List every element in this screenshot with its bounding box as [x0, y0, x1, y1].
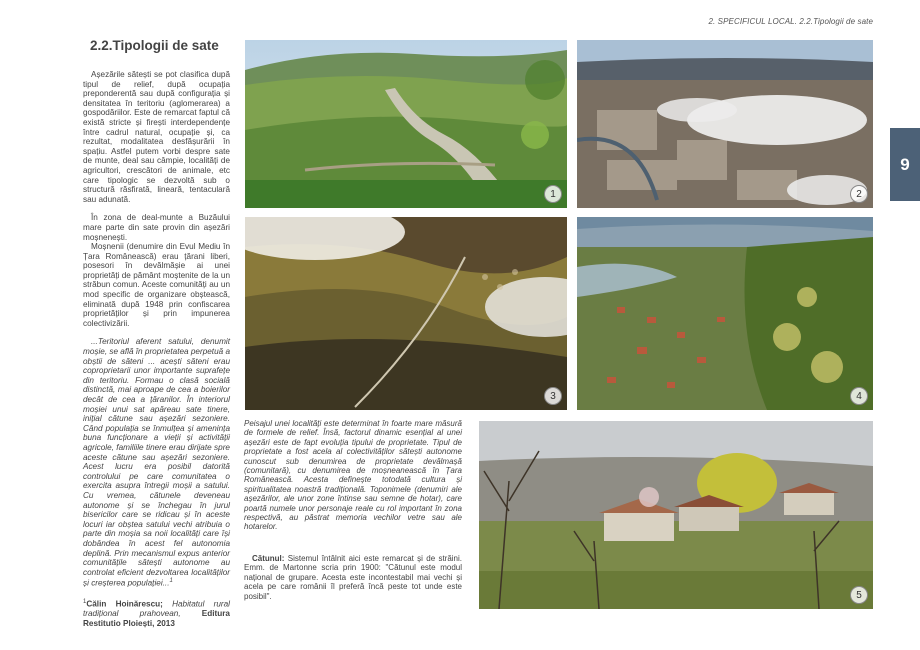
- page-number-tab: 9: [890, 128, 920, 201]
- photo-number-badge: 1: [544, 185, 562, 203]
- village-aerial-image: [577, 217, 873, 410]
- paragraph-buzau-zone: În zona de deal-munte a Buzăului mare parte din sate provin din așezări moșnenești.: [83, 213, 230, 242]
- photo-1-valley: [245, 40, 567, 208]
- photo-number-badge: 4: [850, 387, 868, 405]
- paragraph-settlement-classification: Așezările sătești se pot clasifica după tipul de relief, după ocupația preponderentă sau după configurația și densitatea în teritoriu (aglomerarea) a gospodăriilor. Este de remarcat faptul că există stricte și firești interdependențe între cadrul natural, ocupație și, ca rezultat, modalitatea desfășurării în spațiu. Astfel putem vorbi despre sate de munte, deal sau câmpie, localități de agricultori, crescători de animale, etc care tipologic se dezvoltă sub o structură răsfirată, lineară, tentaculară sau adunată.: [83, 70, 230, 204]
- quote-paragraph: ...Teritoriul aferent satului, denumit moșie, se află în proprietatea perpetuă a obștii de săteni ... acești săteni erau coproprietarii unor importante suprafețe din teritoriu. Formau o clasă socială distinctă, mai aproape de cea a boierilor decât de cea a țăranilor. În interiorul moșiei unui sat apăreau sate tinere, inițial cătune sau așezări sezoniere. Când populația se înmulțea și amenința buna funcționare a vieții și activității agricole, familiile tinere erau dirijate spre aceste cătune sau așezări sezoniere. Acest lucru era posibil datorită controlului pe care comunitatea o exercita asupra întregii moșii a satului. Cu vremea, cătunele deveneau autonome și se închegau în jurul bisericilor care se ridicau și în aceste locuri iar obștea satului vechi atribuia o parte din moșia sa noii localități care își dobândea în acest fel autonomia deplină. Prin mecanismul expus anterior comunitățile sătești autonome au controlat eficient dezvoltarea localităților și creșterea populației...$^1$: [83, 337, 231, 589]
- bibliographic-reference: $^1$Călin Hoinărescu; Habitatul rural tradițional prahovean, Editura Restitutio Ploiești, 2013: [83, 598, 230, 628]
- foggy-hills-image: [245, 217, 567, 410]
- photo-5-village-houses: [479, 421, 873, 609]
- body-text-column: [83, 70, 230, 628]
- valley-landscape-image: [245, 40, 567, 208]
- landscape-caption: Peisajul unei localități este determinat în foarte mare măsură de formele de relief. Însă, factorul dinamic esențial al unei așezări este de fapt evoluția tipului de proprietate. Tipul de proprietate a fost acela al colectivităților sătești autonome cunoscut sub denumirea de proprietate devălmașă (comunitară), cu denumirea de moșneanească în Țara Românească. Acesta definește totodată cultura și spiritualitatea noastră tradițională. Toponimele (denumiri ale așezărilor, ale unor zone întinse sau semne de hotar), care poartă numele unor personaje reale cu rol important în zona respectivă, au păstrat memoria vechilor vetre sau ale hotarelor.: [244, 419, 462, 532]
- photo-3-foggy-hills: [245, 217, 567, 410]
- photo-number-badge: 5: [850, 586, 868, 604]
- section-title: 2.2.Tipologii de sate: [90, 38, 219, 53]
- aerial-town-image: [577, 40, 873, 208]
- running-header: 2. SPECIFICUL LOCAL. 2.2.Tipologii de sate: [708, 17, 873, 26]
- photo-4-village-aerial: [577, 217, 873, 410]
- paragraph-mosneni: Moșnenii (denumire din Evul Mediu în Țara Românească) erau țărani liberi, posesori în devălmășie ai unei proprietăți de pământ moștenite de la un străbun comun. Aceste comunități au un mod specific de organizare obștească, eliminată după 1948 prin confiscarea proprietăților și prin impunerea colectivizării.: [83, 242, 230, 328]
- village-houses-image: [479, 421, 873, 609]
- photo-2-aerial-town: [577, 40, 873, 208]
- catun-caption: Cătunul: Sistemul întâlnit aici este remarcat și de străini. Emm. de Martonne scria prin 1900: "Cătunul este modul național de grupare. Acesta este incontestabil mai vechi și acela pe care românii îl preferă încă peste tot unde este posibil".: [244, 554, 462, 601]
- photo-number-badge: 2: [850, 185, 868, 203]
- photo-number-badge: 3: [544, 387, 562, 405]
